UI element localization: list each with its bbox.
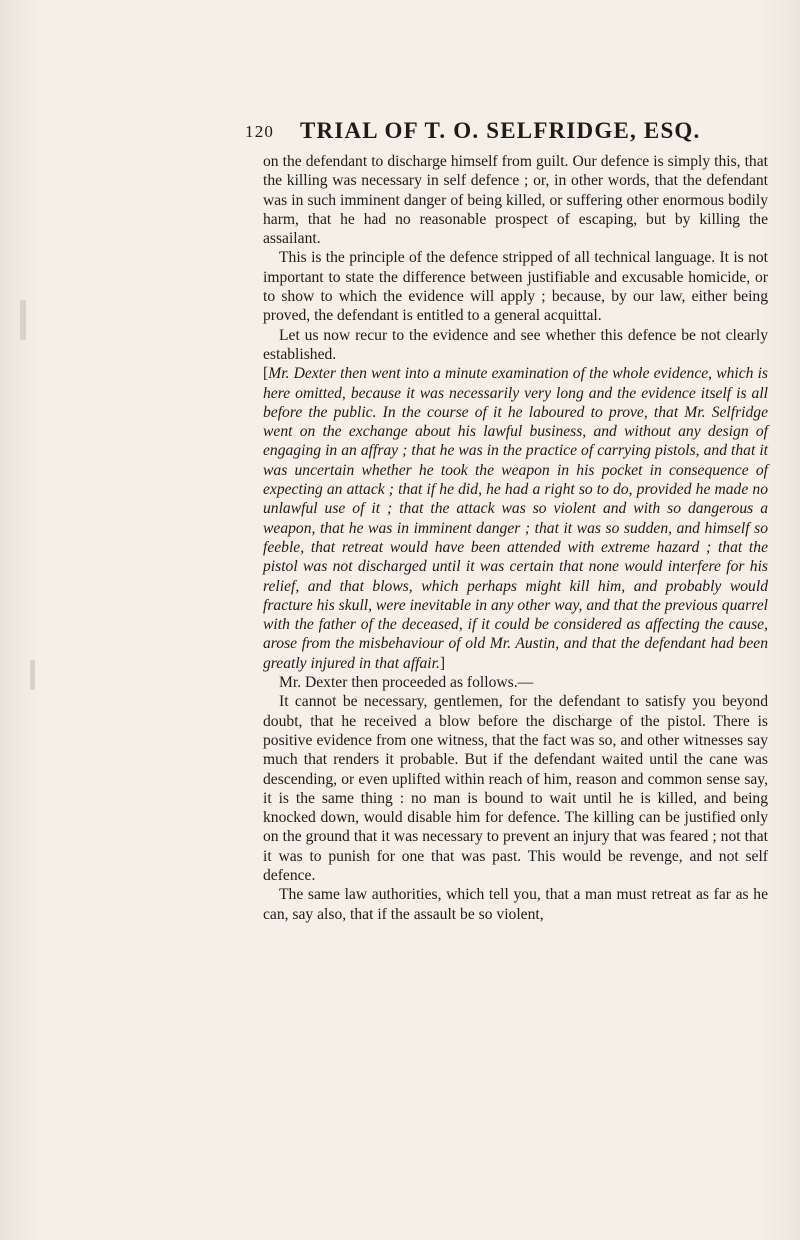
paragraph: The same law authorities, which tell you, that a man must retreat as far as he can, say also, that if the assault be so violent, [263, 886, 768, 923]
paragraph: on the defendant to discharge himself from guilt. Our defence is simply this, that the killing was necessary in self defence ; or, in other words, that the defendant was in such imminent danger of being killed, or suffering other enormous bodily harm, that he had no reasonable prospect of escaping, but by killing the assailant. [263, 153, 768, 248]
note-text: Mr. Dexter then went into a minute examination of the whole evidence, which is here omitted, because it was necessarily very long and the evidence itself is all before the public. In the course of it he laboured to prove, that Mr. Selfridge went on the exchange about his lawful business, and without any design of engaging in an affray ; that he was in the practice of carrying pistols, and that it was uncertain whether he took the weapon in his pocket in consequence of expecting an attack ; that if he did, he had a right so to do, provided he made no unlawful use of it ; that the attack was so violent and with so dangerous a weapon, that he was in imminent danger ; that it was so sudden, and himself so feeble, that retreat would have been attended with extreme hazard ; that the pistol was not discharged until it was certain that none would interfere for his relief, and that blows, which perhaps might kill him, and probably would fracture his skull, were inevitable in any other way, and that the previous quarrel with the father of the deceased, if it could be considered as affecting the cause, arose from the misbehaviour of old Mr. Austin, and that the defendant had been greatly injured in that affair. [263, 365, 768, 672]
body-text [263, 152, 768, 924]
paragraph: It cannot be necessary, gentlemen, for the defendant to satisfy you beyond doubt, that he received a blow before the discharge of the pistol. There is positive evidence from one witness, that the fact was so, and other witnesses say much that renders it probable. But if the defendant waited until the cane was descending, or even uplifted within reach of him, reason and common sense say, it is the same thing : no man is bound to wait until he is killed, and being knocked down, would disable him for defence. The killing can be justified only on the ground that it was necessary to prevent an injury that was feared ; not that it was to punish for one that was past. This would be revenge, and not self defence. [263, 693, 768, 884]
page-title: TRIAL OF T. O. SELFRIDGE, ESQ. [300, 118, 701, 143]
note-open-bracket: [ [263, 365, 269, 383]
page-blemish [20, 300, 26, 340]
page-number: 120 [245, 122, 275, 141]
page-blemish [30, 660, 35, 690]
paragraph: This is the principle of the defence stripped of all technical language. It is not important to state the difference between justifiable and excusable homicide, or to show to which the evidence will apply ; because, by our law, either being proved, the defendant is entitled to a general acquittal. [263, 249, 768, 325]
note-close-bracket: ] [439, 654, 446, 672]
editorial-note [263, 364, 768, 673]
paragraph: Let us now recur to the evidence and see whether this defence be not clearly established. [263, 326, 768, 363]
paragraph: Mr. Dexter then proceeded as follows.— [279, 674, 534, 692]
